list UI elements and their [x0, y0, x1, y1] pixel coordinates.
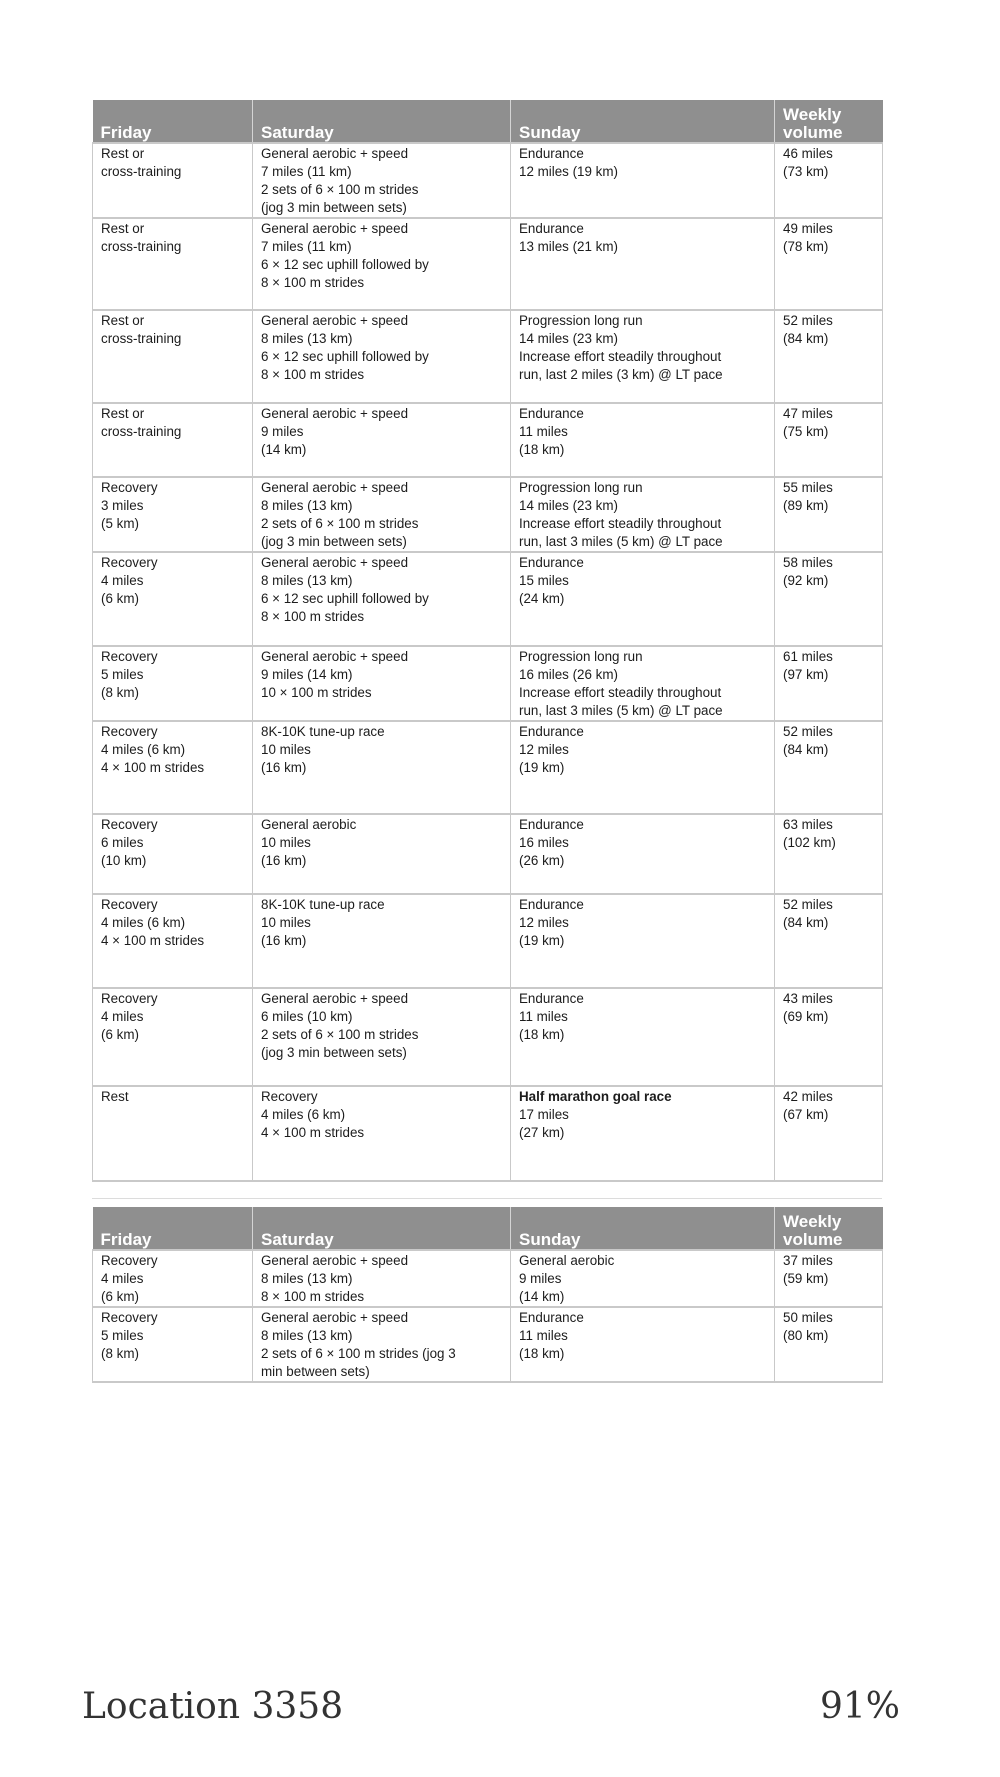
cell-text: (18 km): [519, 1346, 565, 1361]
cell-text: Rest or: [101, 221, 145, 236]
cell-text: 42 miles: [783, 1089, 833, 1104]
cell-text: 7 miles (11 km): [261, 239, 352, 254]
column-header-friday: [93, 100, 253, 143]
cell-text: (78 km): [783, 239, 829, 254]
cell-friday: [93, 310, 253, 403]
cell-text: (97 km): [783, 667, 829, 682]
cell-text: 4 miles (6 km): [101, 742, 186, 757]
cell-text: Endurance: [519, 724, 584, 739]
cell-saturday: [253, 310, 511, 403]
table-header-row: [93, 100, 883, 143]
cell-weekly-volume: [775, 552, 883, 646]
column-header-text: volume: [783, 123, 843, 142]
cell-text: 2 sets of 6 × 100 m strides: [261, 182, 419, 197]
cell-text: 16 miles: [519, 835, 569, 850]
column-header-text: Sunday: [519, 123, 581, 142]
table-row: [93, 1307, 883, 1382]
cell-text: General aerobic: [519, 1253, 615, 1268]
column-header-text: Sunday: [519, 1230, 581, 1249]
cell-text: 49 miles: [783, 221, 833, 236]
cell-text: 15 miles: [519, 573, 569, 588]
column-header-sunday: [511, 100, 775, 143]
cell-text: General aerobic + speed: [261, 1253, 409, 1268]
cell-text: 14 miles (23 km): [519, 498, 618, 513]
table-row: [93, 218, 883, 310]
cell-weekly-volume: [775, 646, 883, 721]
cell-text: 10 miles: [261, 835, 311, 850]
cell-text: Recovery: [101, 480, 158, 495]
cell-text: Increase effort steadily throughout: [519, 516, 722, 531]
cell-text: General aerobic + speed: [261, 480, 409, 495]
cell-saturday: [253, 894, 511, 988]
cell-text: 37 miles: [783, 1253, 833, 1268]
cell-text: 8 miles (13 km): [261, 573, 353, 588]
cell-text: (6 km): [101, 1289, 139, 1304]
cell-text: (27 km): [519, 1125, 565, 1140]
cell-text: 8K-10K tune-up race: [261, 724, 385, 739]
cell-text: (14 km): [519, 1289, 565, 1304]
table-row: [93, 403, 883, 477]
cell-text: Endurance: [519, 146, 584, 161]
cell-text: run, last 2 miles (3 km) @ LT pace: [519, 367, 723, 382]
cell-text: Recovery: [101, 1310, 158, 1325]
table-row: [93, 894, 883, 988]
reading-progress-percent: 91%: [819, 1686, 900, 1727]
column-header-text: Saturday: [261, 1230, 334, 1249]
table-header-row: [93, 1207, 883, 1250]
cell-saturday: [253, 477, 511, 552]
cell-text: 50 miles: [783, 1310, 833, 1325]
cell-text: 8 × 100 m strides: [261, 609, 365, 624]
column-header-text: Friday: [100, 1230, 152, 1249]
cell-text: 13 miles (21 km): [519, 239, 618, 254]
cell-text: 52 miles: [783, 897, 833, 912]
cell-text: (16 km): [261, 760, 307, 775]
column-header-text: Weekly: [783, 105, 842, 124]
cell-text: 4 miles: [101, 1009, 144, 1024]
cell-text: 5 miles: [101, 1328, 144, 1343]
cell-text: 12 miles (19 km): [519, 164, 618, 179]
cell-text: 2 sets of 6 × 100 m strides: [261, 516, 419, 531]
cell-friday: [93, 894, 253, 988]
cell-text: Endurance: [519, 406, 584, 421]
cell-text: (6 km): [101, 1027, 139, 1042]
cell-text: Recovery: [261, 1089, 318, 1104]
cell-sunday: [511, 988, 775, 1086]
cell-text: 8 × 100 m strides: [261, 367, 365, 382]
column-header-sunday: [511, 1207, 775, 1250]
cell-text: run, last 3 miles (5 km) @ LT pace: [519, 534, 723, 549]
cell-weekly-volume: [775, 403, 883, 477]
table-row: [93, 721, 883, 814]
cell-text: Endurance: [519, 1310, 584, 1325]
cell-text: Recovery: [101, 649, 158, 664]
column-header-weekly-volume: [775, 1207, 883, 1250]
cell-saturday: [253, 721, 511, 814]
cell-text: 12 miles: [519, 742, 569, 757]
cell-text: 2 sets of 6 × 100 m strides: [261, 1027, 419, 1042]
cell-text: General aerobic: [261, 817, 357, 832]
training-plan-table-2: [92, 1207, 883, 1383]
cell-text: (75 km): [783, 424, 829, 439]
cell-text: General aerobic + speed: [261, 991, 409, 1006]
cell-text: (10 km): [101, 853, 147, 868]
cell-text: (89 km): [783, 498, 829, 513]
cell-text: 4 × 100 m strides: [101, 933, 205, 948]
cell-saturday: [253, 403, 511, 477]
cell-text: 4 × 100 m strides: [101, 760, 205, 775]
column-header-text: volume: [783, 1230, 843, 1249]
cell-sunday: [511, 721, 775, 814]
cell-text: (84 km): [783, 742, 829, 757]
cell-text: 11 miles: [519, 1328, 568, 1343]
cell-text: 12 miles: [519, 915, 569, 930]
cell-saturday: [253, 646, 511, 721]
cell-text: 10 miles: [261, 915, 311, 930]
cell-text: General aerobic + speed: [261, 221, 409, 236]
cell-text: (jog 3 min between sets): [261, 1045, 407, 1060]
cell-text: (102 km): [783, 835, 836, 850]
column-header-text: Friday: [100, 123, 152, 142]
cell-saturday: [253, 1250, 511, 1307]
cell-text: 8 miles (13 km): [261, 498, 353, 513]
cell-friday: [93, 1086, 253, 1181]
cell-weekly-volume: [775, 477, 883, 552]
cell-text: (84 km): [783, 331, 829, 346]
cell-text: Endurance: [519, 817, 584, 832]
cell-friday: [93, 988, 253, 1086]
cell-weekly-volume: [775, 143, 883, 218]
cell-friday: [93, 477, 253, 552]
cell-saturday: [253, 988, 511, 1086]
cell-text: (14 km): [261, 442, 307, 457]
cell-weekly-volume: [775, 1086, 883, 1181]
cell-text: 7 miles (11 km): [261, 164, 352, 179]
cell-text: 9 miles: [519, 1271, 562, 1286]
cell-sunday: [511, 477, 775, 552]
cell-text: (26 km): [519, 853, 565, 868]
cell-text: 8 miles (13 km): [261, 1271, 353, 1286]
cell-text: Recovery: [101, 897, 158, 912]
cell-text: General aerobic + speed: [261, 649, 409, 664]
cell-text: Rest or: [101, 406, 145, 421]
cell-text: (8 km): [101, 685, 139, 700]
cell-text: 46 miles: [783, 146, 833, 161]
column-header-friday: [93, 1207, 253, 1250]
cell-sunday: [511, 1086, 775, 1181]
table-row: [93, 1250, 883, 1307]
cell-text: Recovery: [101, 991, 158, 1006]
cell-text: 16 miles (26 km): [519, 667, 618, 682]
cell-text: (24 km): [519, 591, 565, 606]
cell-text: cross-training: [101, 239, 182, 254]
cell-text: 6 × 12 sec uphill followed by: [261, 591, 429, 606]
cell-text: (67 km): [783, 1107, 829, 1122]
cell-sunday: [511, 1307, 775, 1382]
cell-text: Progression long run: [519, 313, 643, 328]
cell-weekly-volume: [775, 1307, 883, 1382]
cell-sunday: [511, 310, 775, 403]
cell-text: 11 miles: [519, 1009, 568, 1024]
column-header-saturday: [253, 100, 511, 143]
cell-text: 14 miles (23 km): [519, 331, 618, 346]
cell-text: 4 × 100 m strides: [261, 1125, 365, 1140]
cell-sunday: [511, 894, 775, 988]
cell-saturday: [253, 814, 511, 894]
cell-text: 63 miles: [783, 817, 833, 832]
cell-friday: [93, 1307, 253, 1382]
cell-text: 6 miles (10 km): [261, 1009, 353, 1024]
cell-text: Recovery: [101, 555, 158, 570]
cell-saturday: [253, 552, 511, 646]
column-header-weekly-volume: [775, 100, 883, 143]
cell-text: 9 miles (14 km): [261, 667, 353, 682]
cell-text: 8K-10K tune-up race: [261, 897, 385, 912]
cell-text: (jog 3 min between sets): [261, 534, 407, 549]
cell-saturday: [253, 218, 511, 310]
cell-text: General aerobic + speed: [261, 1310, 409, 1325]
cell-text: Recovery: [101, 724, 158, 739]
cell-text: 61 miles: [783, 649, 833, 664]
table-row: [93, 988, 883, 1086]
cell-weekly-volume: [775, 988, 883, 1086]
cell-text: 6 × 12 sec uphill followed by: [261, 257, 429, 272]
cell-text: 8 × 100 m strides: [261, 1289, 365, 1304]
cell-friday: [93, 646, 253, 721]
cell-text: 2 sets of 6 × 100 m strides (jog 3: [261, 1346, 456, 1361]
cell-sunday: [511, 218, 775, 310]
cell-sunday: [511, 1250, 775, 1307]
cell-friday: [93, 218, 253, 310]
cell-text: Endurance: [519, 221, 584, 236]
cell-text: Endurance: [519, 555, 584, 570]
table-row: [93, 814, 883, 894]
cell-text: Recovery: [101, 817, 158, 832]
cell-text: 8 miles (13 km): [261, 1328, 353, 1343]
cell-text: (80 km): [783, 1328, 829, 1343]
cell-text: (69 km): [783, 1009, 829, 1024]
table-row: [93, 143, 883, 218]
cell-text: 4 miles (6 km): [101, 915, 186, 930]
cell-text: (19 km): [519, 760, 565, 775]
cell-text: 43 miles: [783, 991, 833, 1006]
cell-saturday: [253, 1086, 511, 1181]
cell-text: cross-training: [101, 424, 182, 439]
cell-weekly-volume: [775, 1250, 883, 1307]
cell-text: min between sets): [261, 1364, 370, 1379]
cell-text: 9 miles: [261, 424, 304, 439]
cell-text: cross-training: [101, 331, 182, 346]
cell-friday: [93, 143, 253, 218]
cell-friday: [93, 814, 253, 894]
cell-text: 55 miles: [783, 480, 833, 495]
cell-text: 52 miles: [783, 313, 833, 328]
cell-text: 4 miles (6 km): [261, 1107, 346, 1122]
cell-text: cross-training: [101, 164, 182, 179]
cell-text: 10 × 100 m strides: [261, 685, 372, 700]
cell-sunday: [511, 403, 775, 477]
cell-text: General aerobic + speed: [261, 555, 409, 570]
cell-text: (18 km): [519, 1027, 565, 1042]
cell-text: 8 × 100 m strides: [261, 275, 365, 290]
cell-text: (73 km): [783, 164, 829, 179]
cell-text: (6 km): [101, 591, 139, 606]
training-plan-table-1: [92, 100, 883, 1182]
cell-text: General aerobic + speed: [261, 313, 409, 328]
cell-text: (19 km): [519, 933, 565, 948]
column-header-saturday: [253, 1207, 511, 1250]
cell-weekly-volume: [775, 894, 883, 988]
cell-text: Recovery: [101, 1253, 158, 1268]
table-row: [93, 646, 883, 721]
cell-weekly-volume: [775, 218, 883, 310]
cell-text: 52 miles: [783, 724, 833, 739]
cell-sunday: [511, 814, 775, 894]
cell-text: 8 miles (13 km): [261, 331, 353, 346]
cell-text: Progression long run: [519, 649, 643, 664]
cell-weekly-volume: [775, 310, 883, 403]
cell-text: 3 miles: [101, 498, 144, 513]
column-header-text: Weekly: [783, 1212, 842, 1231]
cell-text: 5 miles: [101, 667, 144, 682]
cell-text: Endurance: [519, 991, 584, 1006]
cell-text: Half marathon goal race: [519, 1089, 672, 1104]
cell-text: (92 km): [783, 573, 829, 588]
cell-text: 4 miles: [101, 1271, 144, 1286]
table-row: [93, 1086, 883, 1181]
cell-text: (84 km): [783, 915, 829, 930]
cell-text: 11 miles: [519, 424, 568, 439]
cell-sunday: [511, 552, 775, 646]
cell-text: Increase effort steadily throughout: [519, 685, 722, 700]
cell-weekly-volume: [775, 814, 883, 894]
cell-sunday: [511, 646, 775, 721]
cell-text: Rest or: [101, 146, 145, 161]
table-row: [93, 477, 883, 552]
cell-text: (5 km): [101, 516, 139, 531]
cell-text: Endurance: [519, 897, 584, 912]
cell-weekly-volume: [775, 721, 883, 814]
cell-text: 58 miles: [783, 555, 833, 570]
cell-text: 6 miles: [101, 835, 144, 850]
cell-saturday: [253, 143, 511, 218]
table-row: [93, 310, 883, 403]
cell-text: run, last 3 miles (5 km) @ LT pace: [519, 703, 723, 718]
cell-text: 4 miles: [101, 573, 144, 588]
cell-text: (16 km): [261, 933, 307, 948]
cell-sunday: [511, 143, 775, 218]
cell-friday: [93, 1250, 253, 1307]
cell-text: 6 × 12 sec uphill followed by: [261, 349, 429, 364]
cell-text: (16 km): [261, 853, 307, 868]
column-header-text: Saturday: [261, 123, 334, 142]
cell-text: (8 km): [101, 1346, 139, 1361]
cell-text: (jog 3 min between sets): [261, 200, 407, 215]
cell-text: Progression long run: [519, 480, 643, 495]
cell-friday: [93, 721, 253, 814]
cell-text: (18 km): [519, 442, 565, 457]
cell-saturday: [253, 1307, 511, 1382]
cell-text: 10 miles: [261, 742, 311, 757]
cell-friday: [93, 552, 253, 646]
cell-text: 17 miles: [519, 1107, 569, 1122]
divider: [92, 1198, 882, 1199]
cell-text: Rest: [101, 1089, 129, 1104]
cell-text: General aerobic + speed: [261, 146, 409, 161]
cell-text: (59 km): [783, 1271, 829, 1286]
cell-text: Rest or: [101, 313, 145, 328]
cell-text: General aerobic + speed: [261, 406, 409, 421]
cell-text: 47 miles: [783, 406, 833, 421]
cell-friday: [93, 403, 253, 477]
location-indicator: Location 3358: [82, 1686, 344, 1727]
cell-text: Increase effort steadily throughout: [519, 349, 722, 364]
table-row: [93, 552, 883, 646]
